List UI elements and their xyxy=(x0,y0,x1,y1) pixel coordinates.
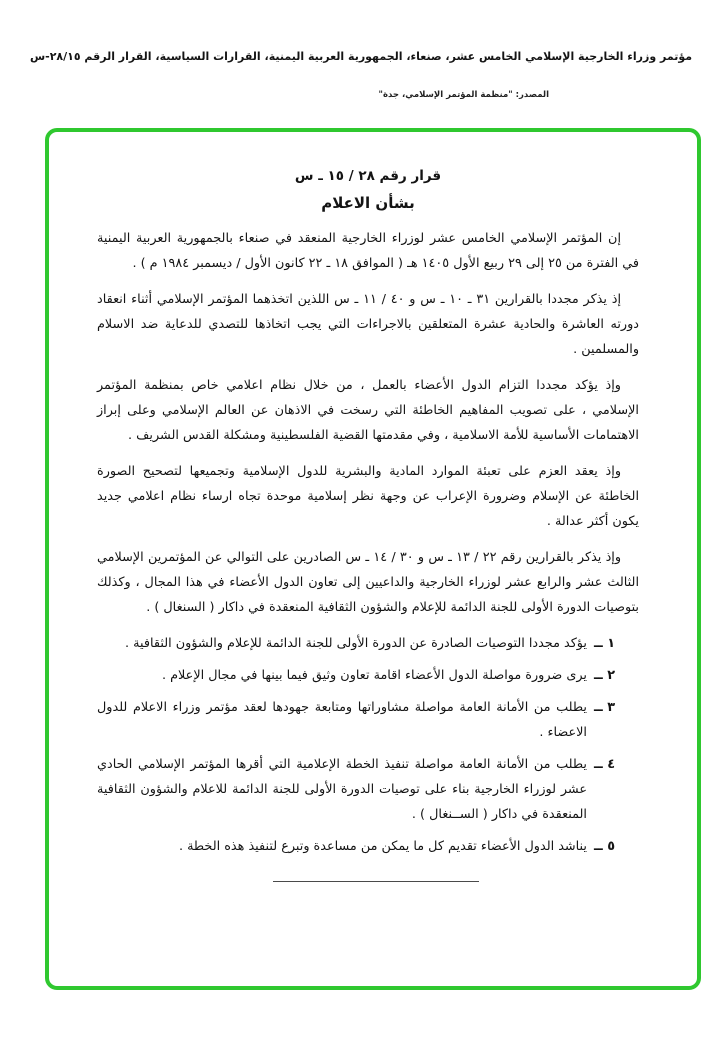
footer-separator-line xyxy=(273,881,479,882)
item-text: يرى ضرورة مواصلة الدول الأعضاء اقامة تعاون وثيق فيما بينها في مجال الإعلام . xyxy=(161,668,587,683)
list-item-3 xyxy=(97,695,615,745)
paragraph-recall-committee: وإذ يذكر بالقرارين رقم ٢٢ / ١٣ ـ س و ٣٠ / ١٤ ـ س الصادرين على التوالي عن المؤتمرين الإسلامي الثالث عشر والرابع عشر لوزراء الخارجية والداعيين إلى تعاون الدول الأعضاء في هذا المجال ، وكذلك بتوصيات الدورة الأولى للجنة الدائمة للإعلام والشؤون الثقافية المنعقدة في داكار ( السنغال ) . xyxy=(97,550,639,615)
list-item-5 xyxy=(97,834,615,859)
paragraph-recall-resolutions: إذ يذكر مجددا بالقرارين ٣١ ـ ١٠ ـ س و ٤٠ / ١١ ـ س اللذين اتخذهما المؤتمر الإسلامي أثناء انعقاد دورته العاشرة والحادية عشرة المتعلقين بالاجراءات التي يجب اتخاذها للتصدي للدعاية ضد الاسلام والمسلمين . xyxy=(97,292,639,357)
operative-items-list xyxy=(97,631,615,859)
list-item-4 xyxy=(97,752,615,827)
item-number: ٤ ــ xyxy=(593,757,615,772)
item-text: يناشد الدول الأعضاء تقديم كل ما يمكن من مساعدة وتبرع لتنفيذ هذه الخطة . xyxy=(178,839,587,854)
item-number: ٣ ــ xyxy=(593,700,615,715)
list-item-1 xyxy=(97,631,615,656)
item-text: يطلب من الأمانة العامة مواصلة تنفيذ الخطة الإعلامية التي أقرها المؤتمر الإسلامي الحادي عشر لوزراء الخارجية بناء على توصيات الدورة الأولى للجنة الدائمة للاعلام والشؤون الثقافية المنعقدة في داكار ( الســنغال ) . xyxy=(97,757,587,822)
resolution-title: قرار رقم ٢٨ / ١٥ ـ س xyxy=(294,168,442,184)
paragraph-preamble: إن المؤتمر الإسلامي الخامس عشر لوزراء الخارجية المنعقد في صنعاء بالجمهورية العربية اليمنية في الفترة من ٢٥ إلى ٢٩ ربيع الأول ١٤٠٥ هـ ( الموافق ١٨ ـ ٢٢ كانون الأول / ديسمبر ١٩٨٤ م ) . xyxy=(97,231,639,271)
resolution-subtitle: بشأن الاعلام xyxy=(321,194,415,212)
item-number: ٥ ــ xyxy=(593,839,615,854)
item-text: يؤكد مجددا التوصيات الصادرة عن الدورة الأولى للجنة الدائمة للإعلام والشؤون الثقافية . xyxy=(125,636,587,651)
paragraph-resolve-resources: وإذ يعقد العزم على تعبئة الموارد المادية والبشرية للدول الإسلامية وتجميعها لتصحيح الصورة الخاطئة عن الإسلام وضرورة الإعراب عن وجهة نظر إسلامية موحدة تجاه ارساء نظام اعلامي جديد يكون أكثر عدالة . xyxy=(97,464,639,529)
source-line: المصدر: "منظمة المؤتمر الإسلامي، جدة" xyxy=(378,90,549,100)
document-header: مؤتمر وزراء الخارجية الإسلامي الخامس عشر، صنعاء، الجمهورية العربية اليمنية، القرارات السياسية، القرار الرقم ٢٨/١٥-س xyxy=(29,50,693,63)
item-text: يطلب من الأمانة العامة مواصلة مشاوراتها ومتابعة جهودها لعقد مؤتمر وزراء الاعلام للدول الاعضاء . xyxy=(97,700,587,740)
paragraph-reaffirm-commitment: وإذ يؤكد مجددا التزام الدول الأعضاء بالعمل ، من خلال نظام اعلامي خاص بمنظمة المؤتمر الإسلامي ، على تصويب المفاهيم الخاطئة التي رسخت في الاذهان عن العالم الإسلامي وعلى إبراز الاهتمامات الأساسية للأمة الاسلامية ، وفي مقدمتها القضية الفلسطينية ومشكلة القدس الشريف . xyxy=(97,378,639,443)
item-number: ٢ ــ xyxy=(593,668,615,683)
item-number: ١ ــ xyxy=(593,636,615,651)
document-frame xyxy=(45,128,701,990)
list-item-2 xyxy=(97,663,615,688)
